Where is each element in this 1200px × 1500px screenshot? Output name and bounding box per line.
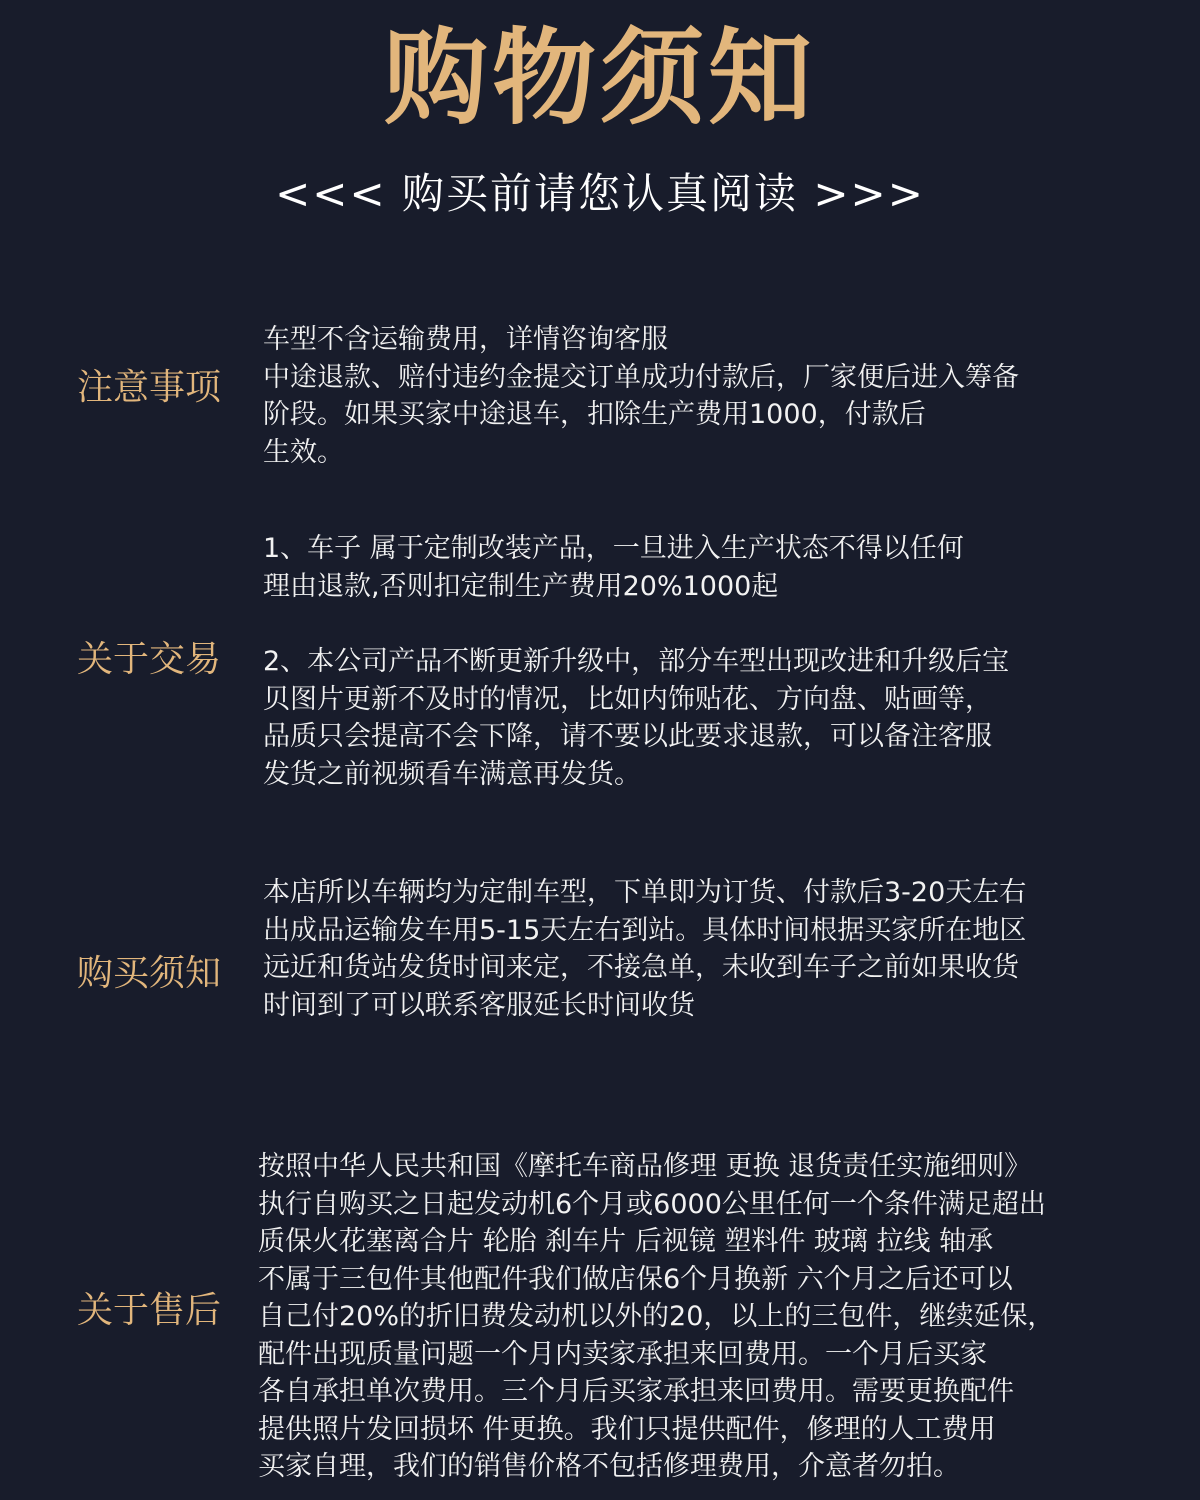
aftersales-line: 提供照片发回损坏 件更换。我们只提供配件，修理的人工费用 xyxy=(258,1413,996,1445)
aftersales-line: 按照中华人民共和国《摩托车商品修理 更换 退货责任实施细则》 xyxy=(258,1151,1032,1182)
aftersales-line: 配件出现质量问题一个月内卖家承担来回费用。一个月后买家 xyxy=(258,1338,987,1370)
aftersales-line: 不属于三包件其他配件我们做店保6个月换新 六个月之后还可以 xyxy=(258,1263,1013,1295)
section-body-notice xyxy=(263,321,1163,471)
notice-line: 生效。 xyxy=(263,436,344,468)
transaction-line: 理由退款,否则扣定制生产费用20%1000起 xyxy=(263,570,779,602)
paragraph-gap xyxy=(263,605,1163,643)
transaction-line: 品质只会提高不会下降，请不要以此要求退款，可以备注客服 xyxy=(263,721,992,752)
aftersales-line: 质保火花塞离合片 轮胎 刹车片 后视镜 塑料件 玻璃 拉线 轴承 xyxy=(258,1226,994,1257)
transaction-line: 1、车子 属于定制改装产品，一旦进入生产状态不得以任何 xyxy=(263,533,964,564)
purchase-line: 时间到了可以联系客服延长时间收货 xyxy=(263,989,695,1021)
notice-line: 阶段。如果买家中途退车，扣除生产费用1000，付款后 xyxy=(263,399,926,430)
section-body-purchase xyxy=(263,874,1163,1024)
aftersales-line: 各自承担单次费用。三个月后买家承担来回费用。需要更换配件 xyxy=(258,1376,1014,1407)
transaction-line: 发货之前视频看车满意再发货。 xyxy=(263,758,641,790)
notice-line: 中途退款、赔付违约金提交订单成功付款后，厂家便后进入筹备 xyxy=(263,361,1019,393)
purchase-line: 远近和货站发货时间来定，不接急单，未收到车子之前如果收货 xyxy=(263,952,1019,983)
section-label-transaction: 关于交易 xyxy=(77,639,222,680)
transaction-line: 2、本公司产品不断更新升级中，部分车型出现改进和升级后宝 xyxy=(263,646,1010,677)
section-label-purchase: 购买须知 xyxy=(77,953,222,994)
page-title: 购物须知 xyxy=(383,17,816,139)
aftersales-line: 买家自理，我们的销售价格不包括修理费用，介意者勿拍。 xyxy=(258,1451,960,1482)
transaction-line: 贝图片更新不及时的情况，比如内饰贴花、方向盘、贴画等， xyxy=(263,683,992,715)
notice-line: 车型不含运输费用，详情咨询客服 xyxy=(263,324,668,355)
section-label-notice: 注意事项 xyxy=(77,367,222,408)
section-body-aftersales xyxy=(258,1148,1158,1486)
purchase-line: 本店所以车辆均为定制车型，下单即为订货、付款后3-20天左右 xyxy=(263,877,1027,908)
aftersales-line: 执行自购买之日起发动机6个月或6000公里任何一个条件满足超出 xyxy=(258,1188,1046,1220)
section-body-transaction xyxy=(263,530,1163,793)
section-label-aftersales: 关于售后 xyxy=(77,1290,222,1331)
aftersales-line: 自己付20%的折旧费发动机以外的20，以上的三包件，继续延保， xyxy=(258,1301,1055,1332)
purchase-line: 出成品运输发车用5-15天左右到站。具体时间根据买家所在地区 xyxy=(263,914,1027,946)
page-subtitle: <<< 购买前请您认真阅读 >>> xyxy=(275,169,925,218)
